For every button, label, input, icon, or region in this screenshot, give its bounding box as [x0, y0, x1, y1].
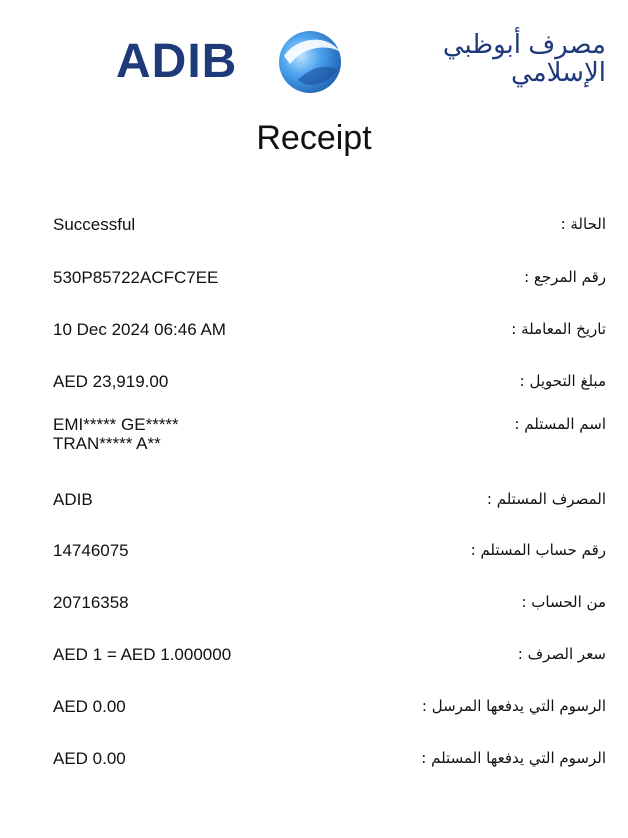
row-amount: [0, 372, 628, 415]
logo-arabic-text: [356, 30, 606, 86]
amount-value: AED 23,919.00: [53, 372, 169, 391]
row-from-account: [0, 593, 628, 645]
row-sender-fees: [0, 697, 628, 749]
row-beneficiary-name: [0, 415, 628, 490]
status-label: الحالة :: [560, 215, 606, 233]
beneficiary-name-value: EMI***** GE***** TRAN***** A**: [53, 415, 179, 453]
row-beneficiary-fees: [0, 749, 628, 789]
row-status: [0, 215, 628, 268]
reference-value: 530P85722ACFC7EE: [53, 268, 219, 287]
beneficiary-account-label: رقم حساب المستلم :: [470, 541, 606, 559]
exchange-rate-label: سعر الصرف :: [517, 645, 606, 663]
adib-logo: [0, 26, 628, 104]
logo-arabic-line2: الإسلامي: [511, 57, 606, 87]
row-beneficiary-account: [0, 541, 628, 593]
from-account-value: 20716358: [53, 593, 129, 612]
row-date: [0, 320, 628, 372]
beneficiary-fees-value: AED 0.00: [53, 749, 126, 768]
beneficiary-bank-label: المصرف المستلم :: [486, 490, 606, 508]
beneficiary-fees-label: الرسوم التي يدفعها المستلم :: [421, 749, 606, 767]
globe-icon: [268, 26, 352, 96]
beneficiary-bank-value: ADIB: [53, 490, 93, 509]
page-title: Receipt: [256, 119, 372, 157]
row-beneficiary-bank: [0, 490, 628, 541]
sender-fees-value: AED 0.00: [53, 697, 126, 716]
row-exchange-rate: [0, 645, 628, 697]
date-value: 10 Dec 2024 06:46 AM: [53, 320, 226, 339]
receipt-details: [0, 215, 628, 789]
date-label: تاريخ المعاملة :: [511, 320, 606, 338]
sender-fees-label: الرسوم التي يدفعها المرسل :: [421, 697, 606, 715]
logo-arabic-line1: مصرف أبوظبي: [442, 29, 606, 59]
from-account-label: من الحساب :: [521, 593, 606, 611]
amount-label: مبلغ التحويل :: [519, 372, 606, 390]
beneficiary-account-value: 14746075: [53, 541, 129, 560]
exchange-rate-value: AED 1 = AED 1.000000: [53, 645, 232, 664]
row-reference: [0, 268, 628, 320]
beneficiary-name-label: اسم المستلم :: [514, 415, 606, 433]
status-value: Successful: [53, 215, 136, 234]
logo-latin-text: ADIB: [116, 35, 238, 88]
reference-label: رقم المرجع :: [524, 268, 606, 286]
